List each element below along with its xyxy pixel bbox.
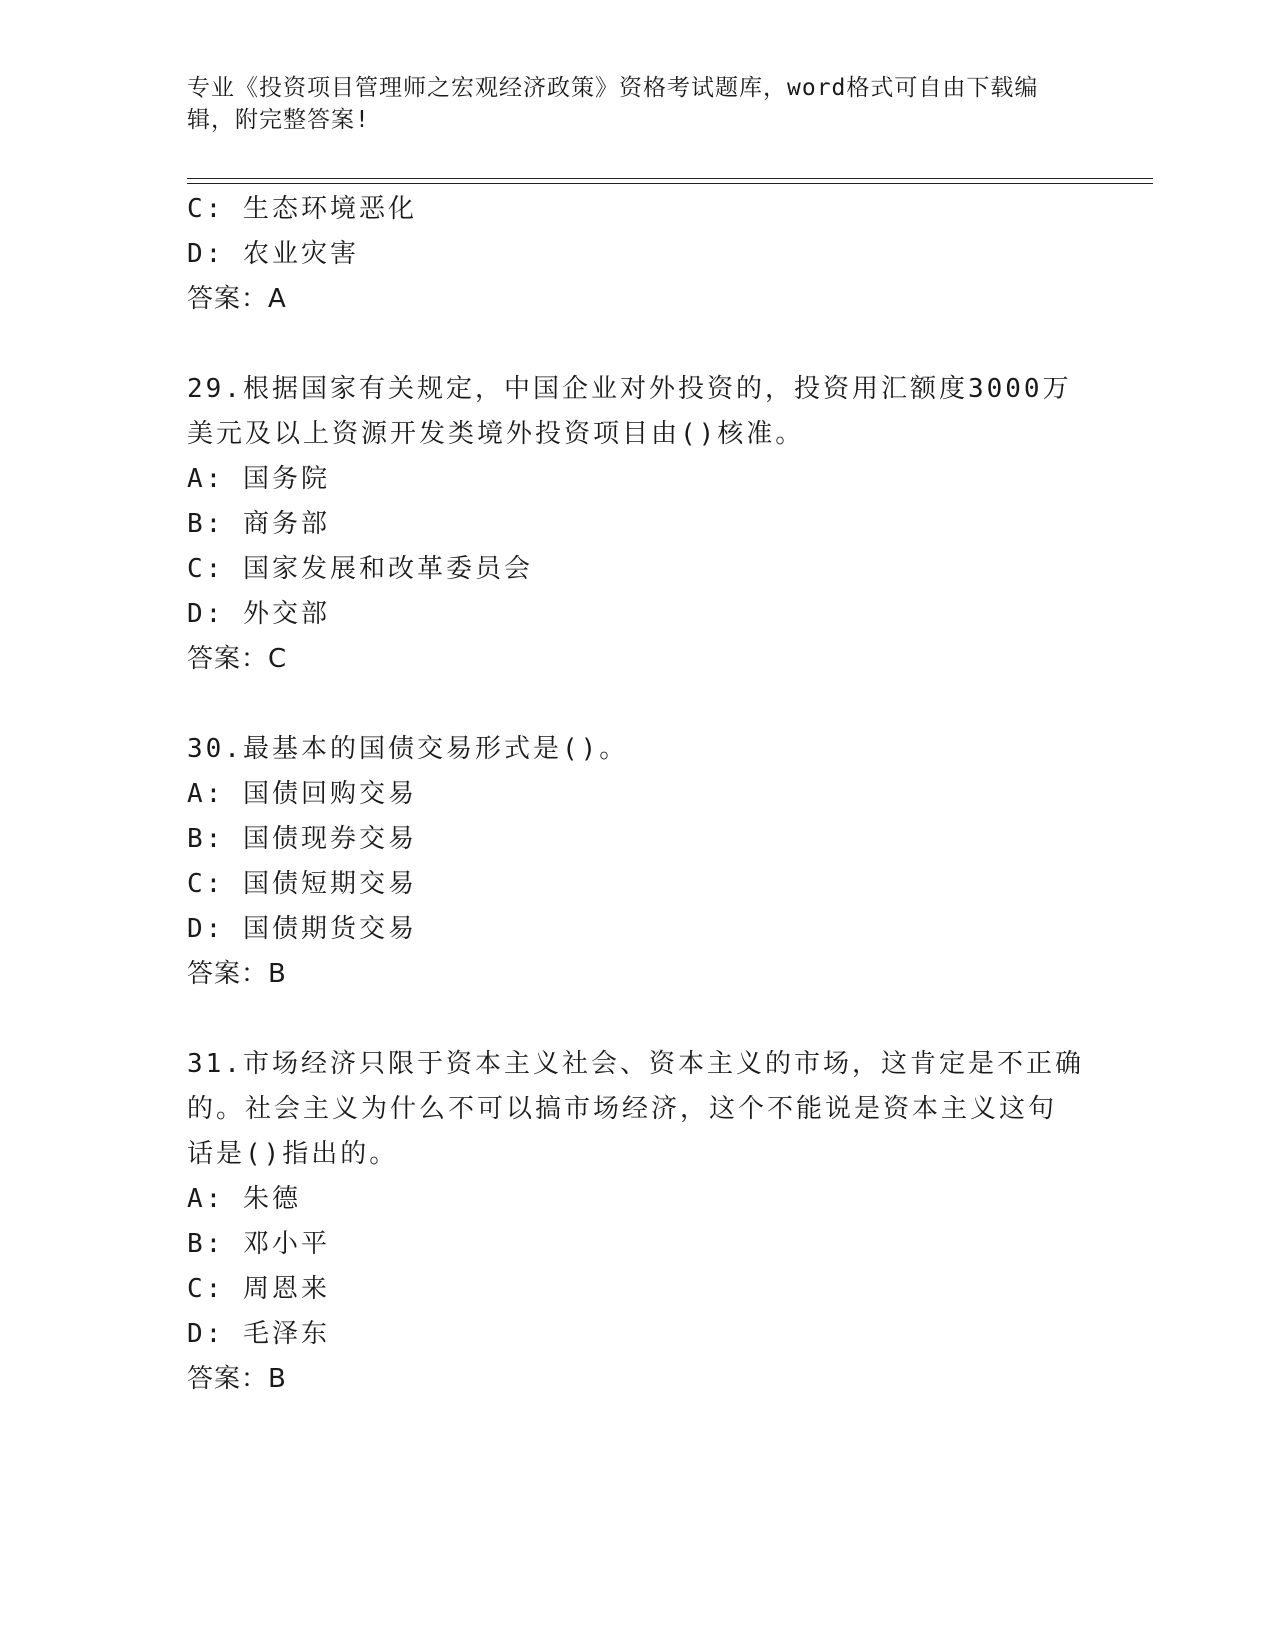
question-30-option-d: D: 国债期货交易 [187,914,417,944]
question-29-option-c: C: 国家发展和改革委员会 [187,554,533,584]
header-line-2: 辑，附完整答案! [187,107,370,133]
question-29-option-d: D: 外交部 [187,599,330,629]
question-31-stem-line-3: 话是()指出的。 [187,1139,399,1169]
question-29-answer: 答案：C [187,644,288,674]
question-30-option-c: C: 国债短期交易 [187,869,417,899]
header-divider-top [187,178,1153,179]
question-31-option-a: A: 朱德 [187,1184,301,1214]
question-31-option-c: C: 周恩来 [187,1274,330,1304]
question-30-stem-line-1: 30.最基本的国债交易形式是()。 [187,734,629,764]
header-line-1: 专业《投资项目管理师之宏观经济政策》资格考试题库，word格式可自由下载编 [187,75,1039,101]
question-30-answer: 答案：B [187,959,287,989]
answer: 答案：A [187,284,287,314]
question-31-option-b: B: 邓小平 [187,1229,330,1259]
question-31-answer: 答案：B [187,1364,287,1394]
question-31-stem-line-1: 31.市场经济只限于资本主义社会、资本主义的市场，这肯定是不正确 [187,1049,1084,1079]
question-29-option-b: B: 商务部 [187,509,330,539]
question-31-stem-line-2: 的。社会主义为什么不可以搞市场经济，这个不能说是资本主义这句 [187,1094,1058,1124]
document-header [187,72,1067,136]
question-29-stem-line-1: 29.根据国家有关规定，中国企业对外投资的，投资用汇额度3000万 [187,374,1072,404]
header-divider-bottom [187,183,1153,184]
question-31-option-d: D: 毛泽东 [187,1319,330,1349]
question-29-stem-line-2: 美元及以上资源开发类境外投资项目由()核准。 [187,419,805,449]
option-d: D: 农业灾害 [187,239,359,269]
question-30-option-a: A: 国债回购交易 [187,779,417,809]
question-30-option-b: B: 国债现券交易 [187,824,417,854]
question-29-option-a: A: 国务院 [187,464,330,494]
option-c: C: 生态环境恶化 [187,194,417,224]
